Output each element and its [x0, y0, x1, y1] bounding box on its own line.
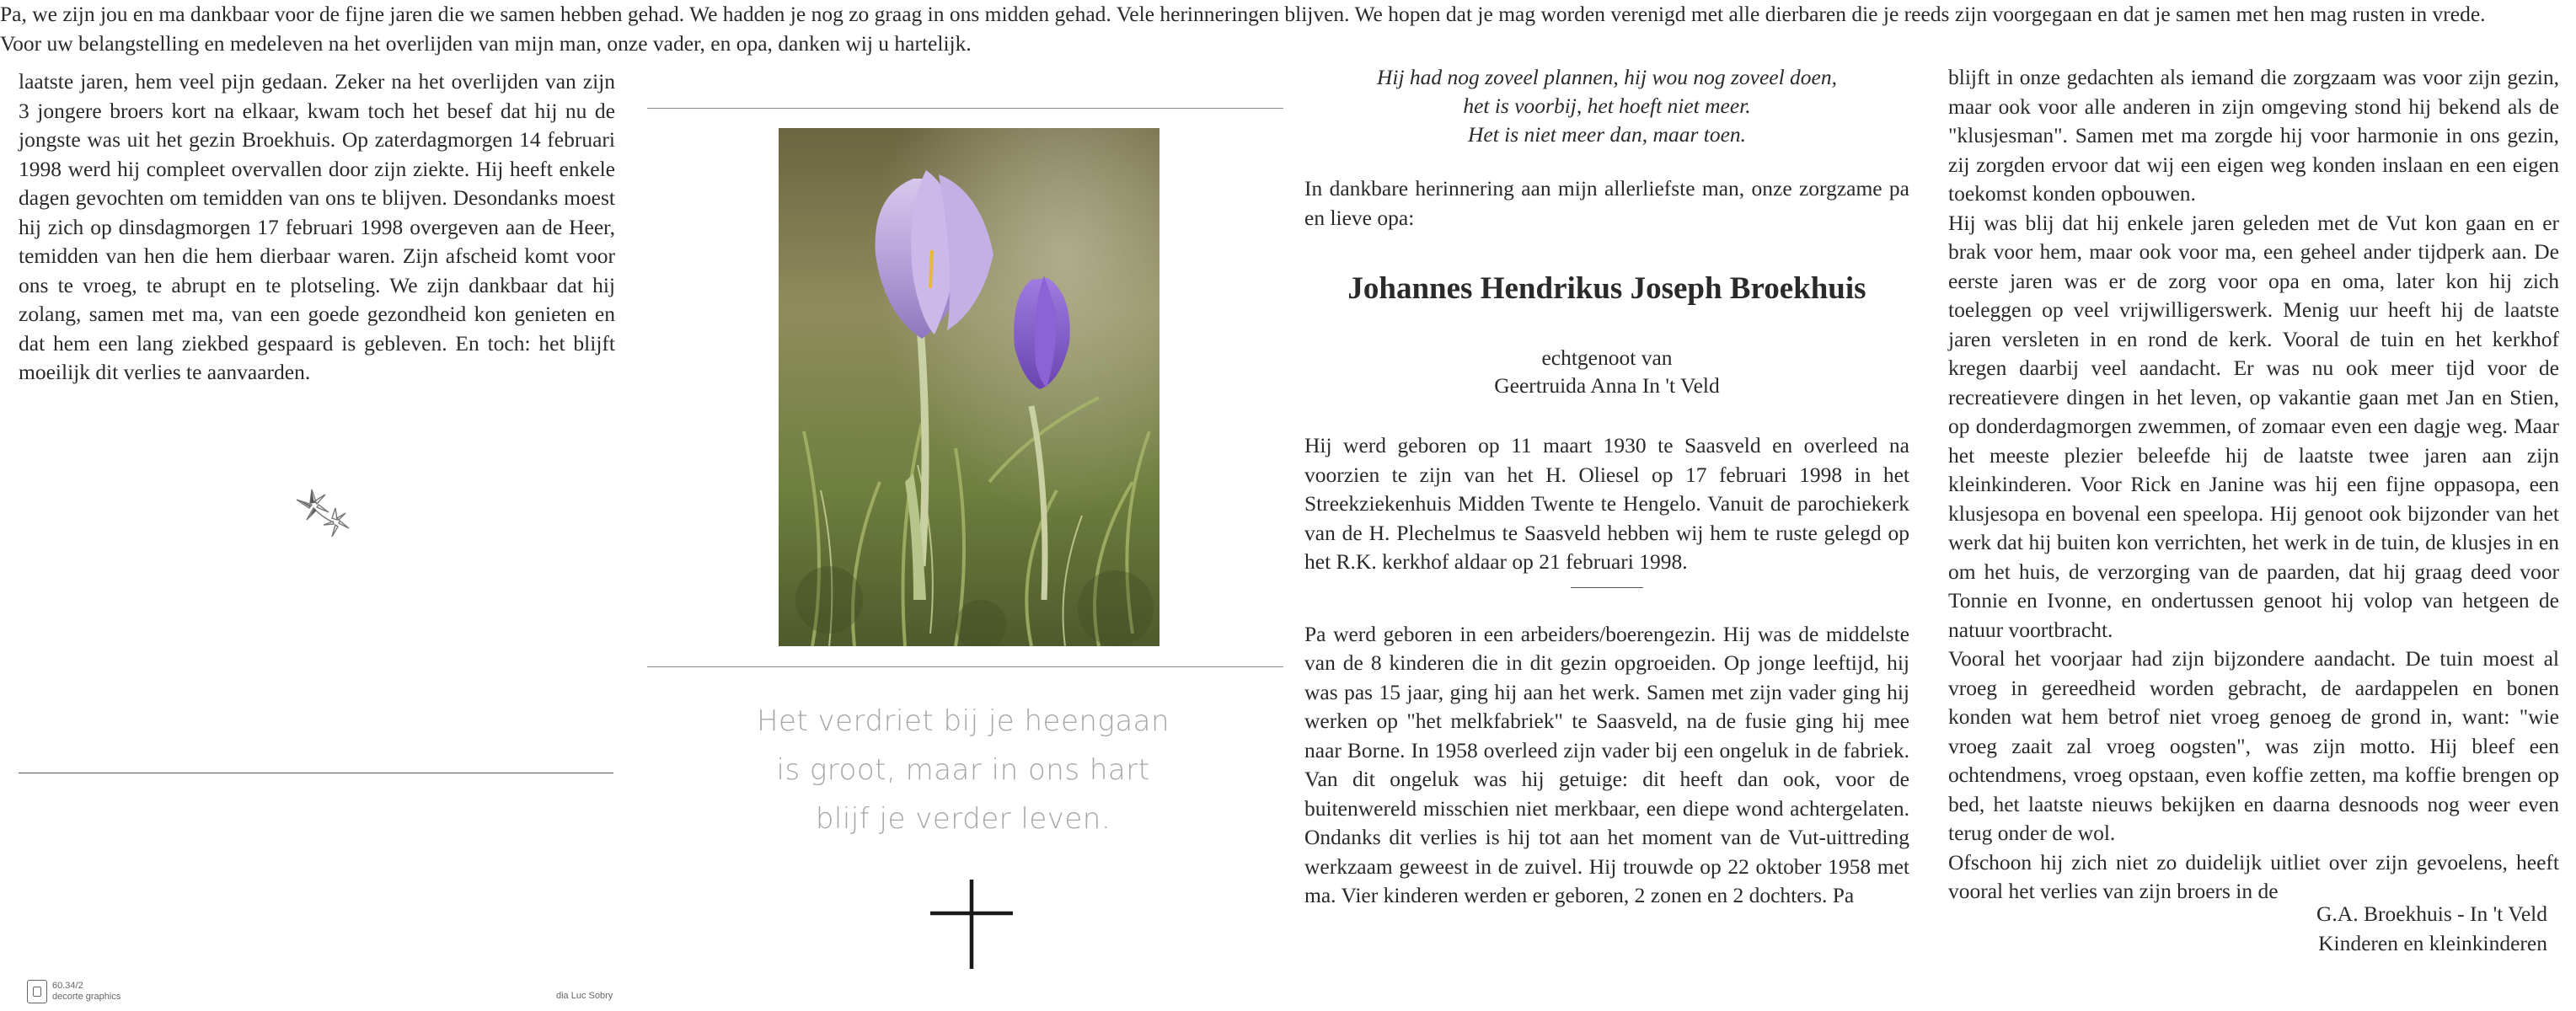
feelings-paragraph: Ofschoon hij zich niet zo duidelijk uitliet over zijn gevoelens, heeft vooral het verlies van zijn broers in de: [1948, 849, 2559, 903]
thanks-paragraph: Voor uw belangstelling en medeleven na het overlijden van mijn man, onze vader, en opa, danken wij u hartelijk.: [0, 30, 972, 56]
print-code: 60.34/2: [52, 981, 83, 991]
panel-centre-left: [642, 0, 1284, 1011]
crocus-photo: [779, 128, 1159, 646]
opening-quote: [1304, 63, 1909, 149]
verse-line-3: blijf je verder leven.: [815, 802, 1111, 836]
verse-line-1: Het verdriet bij je heengaan: [756, 704, 1170, 738]
quote-line-2: het is voorbij, het hoeft niet meer.: [1463, 94, 1751, 118]
panel-right: [1926, 0, 2576, 1011]
quote-line-3: Het is niet meer dan, maar toen.: [1467, 122, 1747, 147]
spouse-block: [1304, 344, 1909, 399]
retirement-paragraph: Hij was blij dat hij enkele jaren geleden met de Vut kon gaan en er brak voor hem, maar ook voor ma, een geheel ander tijdperk aan. De eerste jaren was er de zorg voor opa en oma, later kon hij zich toeleggen op veel vrijwilligerswerk. Menig uur heeft hij de laatste jaren versleten in en rond de kerk. Vooral de tuin en het kerkhof kregen daarbij veel aandacht. Er was nu ook meer tijd voor de recreatievere dingen in het leven, op vakantie gaan met Jan en Stien, op donderdagmorgen zwemmen, of zomaar even een dagje weg. Maar het meeste plezier beleefde hij de laatste twee jaren aan zijn kleinkinderen. Voor Rick en Janine was hij een fijne oppasopa, een klusjesopa en bovenal een speelopa. Hij genoot ook bijzonder van het werk dat hij buiten kon verrichten, het werk in de tuin, de klusjes in en om het huis, de verzorging van de paarden, dat hij graag deed voor Tonnie en Ivonne, en ondertussen genoot hij volop van hetgeen de natuur voortbracht.: [1948, 210, 2559, 642]
farewell-paragraph: laatste jaren, hem veel pijn gedaan. Zeker na het overlijden van zijn 3 jongere broers kort na elkaar, kwam toch het besef dat hij nu de jongste was uit het gezin Broekhuis. Op zaterdagmorgen 14 februari 1998 werd hij compleet overvallen door zijn ziekte. Hij heeft enkele dagen gevochten om temidden van ons te blijven. Desondanks moest hij zich op dinsdagmorgen 17 februari 1998 overgeven aan de Heer, temidden van hen die hem dierbaar waren. Zijn afscheid komt voor ons te vroeg, te abrupt en te plotseling. We zijn dankbaar dat hij zolang, samen met ma, van een goede gezondheid kon genieten en dat hem een lang ziekbed gespaard is gebleven. En toch: het blijft moeilijk dit verlies te aanvaarden.: [19, 69, 615, 384]
panel-centre-right: [1284, 0, 1926, 1011]
intro-text: In dankbare herinnering aan mijn allerliefste man, onze zorgzame pa en lieve opa:: [1304, 176, 1909, 230]
photo-bottom-rule: [647, 666, 1283, 667]
printer-name: decorte graphics: [52, 992, 121, 1002]
character-paragraph: blijft in onze gedachten als iemand die zorgzaam was voor zijn gezin, maar ook voor alle anderen in zijn omgeving stond hij bekend als de "klusjesman". Samen met ma zorgde hij voor harmonie in ons gezin, zij zorgden ervoor dat wij een eigen weg konden inslaan en een eigen toekomst konden opbouwen.: [1948, 65, 2559, 206]
printer-logo-icon: [27, 980, 47, 1003]
spring-paragraph: Vooral het voorjaar had zijn bijzondere aandacht. De tuin moest al vroeg in gereedheid worden gebracht, de aardappelen en bonen konden wat hem betrof niet vroeg genoeg de grond in, want: "wie vroeg zaait zal vroeg oogsten", was zijn motto. Hij bleef een ochtendmens, vroeg opstaan, even koffie zetten, ma koffie brengen op bed, het laatste nieuws bekijken en daarna desnoods nog weer even terug onder de wol.: [1948, 646, 2559, 845]
memorial-verse: [642, 697, 1284, 843]
flower-ornament-icon: [287, 484, 362, 552]
signature-children: Kinderen en kleinkinderen: [2318, 930, 2547, 955]
quote-line-1: Hij had nog zoveel plannen, hij wou nog zoveel doen,: [1376, 65, 1838, 89]
signature-family: G.A. Broekhuis - In 't Veld: [2316, 901, 2547, 926]
short-divider: [1571, 587, 1643, 588]
gratitude-paragraph: Pa, we zijn jou en ma dankbaar voor de fijne jaren die we samen hebben gehad. We hadden je nog zo graag in ons midden gehad. Vele herinneringen blijven. We hopen dat je mag worden verenigd met alle dierbaren die je reeds zijn voorgegaan en dat je samen met hen mag rusten in vrede.: [0, 2, 2486, 26]
spouse-name: Geertruida Anna In 't Veld: [1494, 373, 1720, 398]
photo-credit: dia Luc Sobry: [556, 991, 613, 1001]
deceased-name: Johannes Hendrikus Joseph Broekhuis: [1347, 271, 1866, 306]
birth-death-paragraph: Hij werd geboren op 11 maart 1930 te Saasveld en overleed na voorzien te zijn van het H. Oliesel op 17 februari 1998 in het Streekziekenhuis Midden Twente te Hengelo. Vanuit de parochiekerk van de H. Plechelmus te Saasveld hebben wij hem te ruste gelegd op het R.K. kerkhof aldaar op 21 februari 1998.: [1304, 433, 1909, 574]
life-story-paragraph: Pa werd geboren in een arbeiders/boerengezin. Hij was de middelste van de 8 kinderen die in dit gezin opgroeiden. Op jonge leeftijd, hij was pas 15 jaar, ging hij aan het werk. Samen met zijn vader ging hij werken op "het melkfabriek" te Saasveld, na de fusie ging hij mee naar Borne. In 1958 overleed zijn vader bij een ongeluk in de fabriek. Van dit ongeluk was hij getuige: dit heeft dan ook, voor de buitenwereld misschien niet merkbaar, een diepe wond achtergelaten. Ondanks dit verlies is hij tot aan het moment van de Vut-uittreding werkzaam geweest in de zuivel. Hij trouwde op 22 oktober 1958 met ma. Vier kinderen werden er geboren, 2 zonen en 2 dochters. Pa: [1304, 621, 1909, 907]
cross-icon: [925, 878, 1018, 971]
photo-top-rule: [647, 108, 1283, 109]
verse-line-2: is groot, maar in ons hart: [776, 753, 1150, 787]
spouse-label: echtgenoot van: [1541, 345, 1673, 370]
